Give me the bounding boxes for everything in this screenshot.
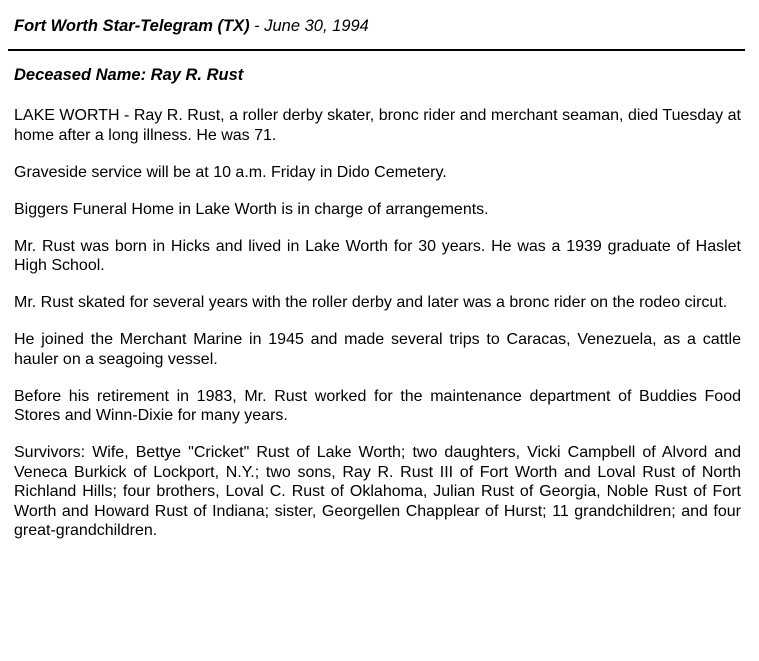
paragraph-service: Graveside service will be at 10 a.m. Friday in Dido Cemetery. (14, 163, 447, 181)
source-header (14, 17, 369, 36)
paragraph-funeral-home: Biggers Funeral Home in Lake Worth is in charge of arrangements. (14, 200, 489, 218)
header-divider (8, 49, 745, 51)
paragraph-biography: Mr. Rust was born in Hicks and lived in Lake Worth for 30 years. He was a 1939 graduate of Haslet High School. (14, 237, 741, 274)
deceased-name-heading: Deceased Name: Ray R. Rust (14, 66, 244, 84)
paragraph-retirement: Before his retirement in 1983, Mr. Rust worked for the maintenance department of Buddies Food Stores and Winn-Dixie for many years. (14, 387, 741, 424)
paragraph-roller-derby: Mr. Rust skated for several years with the roller derby and later was a bronc rider on the rodeo circut. (14, 294, 728, 311)
obituary-body (14, 106, 741, 558)
paragraph-intro: LAKE WORTH - Ray R. Rust, a roller derby skater, bronc rider and merchant seaman, died Tuesday at home after a long illness. He was 71. (14, 107, 741, 144)
publication-date: - June 30, 1994 (249, 17, 369, 35)
publication-name: Fort Worth Star-Telegram (TX) (14, 17, 250, 35)
paragraph-merchant-marine: He joined the Merchant Marine in 1945 and made several trips to Caracas, Venezuela, as a cattle hauler on a seagoing vessel. (14, 331, 741, 368)
paragraph-survivors: Survivors: Wife, Bettye "Cricket" Rust of Lake Worth; two daughters, Vicki Campbell of Alvord and Veneca Burkick of Lockport, N.Y.; two sons, Ray R. Rust III of Fort Worth and Loval Rust of North Richland Hills; four brothers, Loval C. Rust of Oklahoma, Julian Rust of Georgia, Noble Rust of Fort Worth and Howard Rust of Indiana; sister, Georgellen Chapplear of Hurst; 11 grandchildren; and four great-grandchildren. (14, 444, 741, 539)
